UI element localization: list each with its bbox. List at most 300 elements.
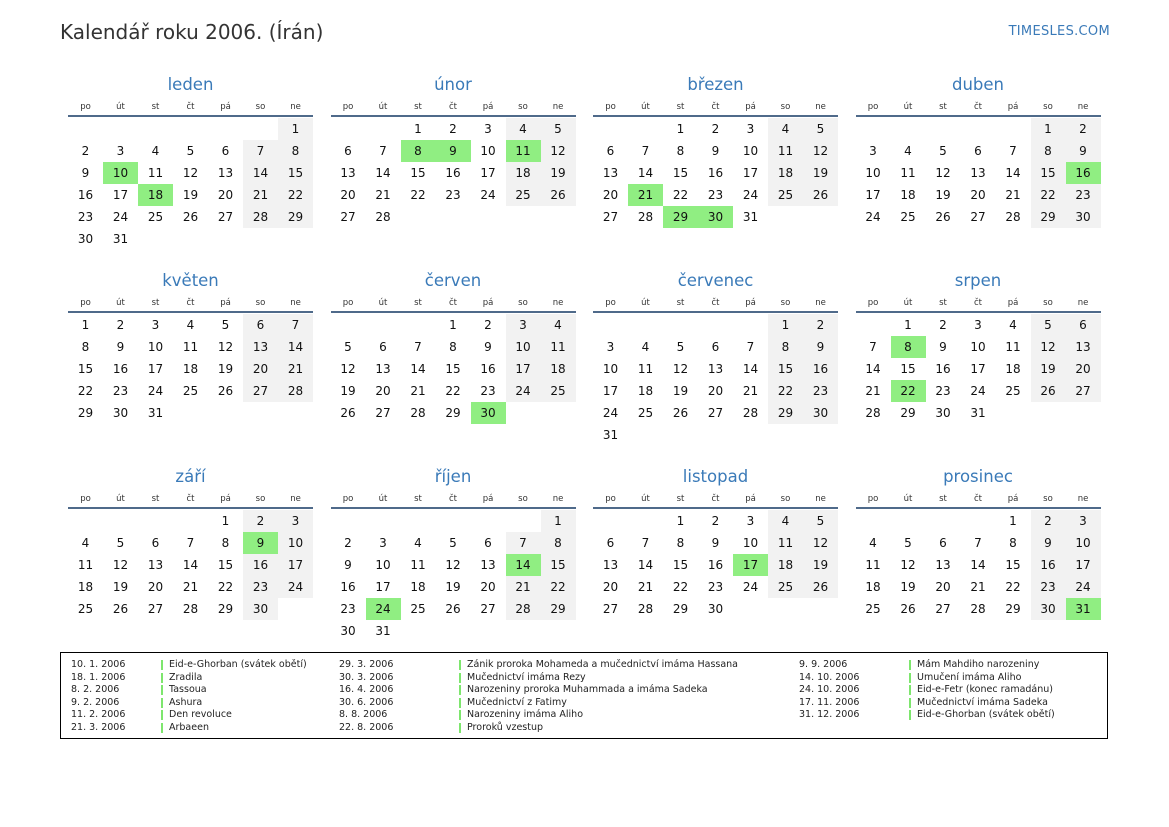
weekday-label: po bbox=[342, 494, 354, 504]
day-cell: 15 bbox=[278, 162, 313, 184]
weekday-label: pá bbox=[482, 102, 494, 112]
day-cell: 24 bbox=[147, 384, 164, 398]
weekday-label: so bbox=[255, 298, 266, 308]
day-cell: 29 bbox=[768, 402, 803, 424]
month-9 bbox=[331, 466, 576, 662]
day-cell: 14 bbox=[1005, 166, 1021, 180]
day-cell: 15 bbox=[900, 362, 916, 376]
day-cell: 22 bbox=[672, 188, 689, 202]
day-cell: 4 bbox=[506, 118, 541, 140]
weekday-label: so bbox=[255, 102, 266, 112]
day-cell: 17 bbox=[865, 188, 881, 202]
day-cell: 3 bbox=[974, 318, 982, 332]
weekday-label: út bbox=[378, 298, 388, 308]
legend-date: 17. 11. 2006 bbox=[799, 696, 860, 708]
day-cell: 12 bbox=[803, 532, 838, 554]
day-cell: 24 bbox=[480, 188, 496, 202]
day-cell: 3 bbox=[484, 122, 492, 136]
weekday-header bbox=[593, 97, 838, 117]
day-cell: 8 bbox=[81, 340, 90, 354]
month-2 bbox=[593, 74, 838, 270]
day-cell: 31 bbox=[970, 406, 986, 420]
day-cell: 2 bbox=[1066, 118, 1101, 140]
day-cell: 17 bbox=[375, 580, 391, 594]
day-cell: 26 bbox=[1031, 380, 1066, 402]
day-cell: 6 bbox=[221, 144, 230, 158]
day-cell: 9 bbox=[1066, 140, 1101, 162]
day-cell: 25 bbox=[182, 384, 199, 398]
day-cell: 21 bbox=[243, 184, 278, 206]
day-cell: 4 bbox=[151, 144, 160, 158]
day-cell: 17 bbox=[506, 358, 541, 380]
month-name: leden bbox=[167, 75, 214, 94]
day-cell: 25 bbox=[506, 184, 541, 206]
day-cell: 2 bbox=[81, 144, 90, 158]
day-cell: 22 bbox=[1031, 184, 1066, 206]
day-cell: 7 bbox=[1009, 144, 1017, 158]
day-cell: 21 bbox=[970, 580, 986, 594]
weekday-label: ne bbox=[552, 494, 564, 504]
day-cell: 23 bbox=[935, 384, 951, 398]
weekday-label: so bbox=[780, 102, 791, 112]
day-cell: 23 bbox=[1031, 576, 1066, 598]
day-cell: 6 bbox=[151, 536, 160, 550]
day-cell: 18 bbox=[77, 580, 94, 594]
day-cell: 28 bbox=[278, 380, 313, 402]
day-cell: 18 bbox=[182, 362, 199, 376]
day-cell: 11 bbox=[410, 558, 426, 572]
day-cell: 30 bbox=[1066, 206, 1101, 228]
empty-cell bbox=[401, 314, 436, 336]
day-cell: 24 bbox=[112, 210, 129, 224]
day-cell: 6 bbox=[606, 144, 615, 158]
day-cell: 3 bbox=[746, 514, 755, 528]
weekday-label: čt bbox=[186, 298, 195, 308]
day-cell: 28 bbox=[375, 210, 391, 224]
empty-cell bbox=[68, 118, 103, 140]
day-cell: 7 bbox=[869, 340, 877, 354]
weekday-label: út bbox=[903, 298, 913, 308]
day-cell: 22 bbox=[77, 384, 94, 398]
day-cell: 26 bbox=[217, 384, 234, 398]
day-cell: 5 bbox=[116, 536, 125, 550]
day-cell: 4 bbox=[541, 314, 576, 336]
day-grid bbox=[331, 118, 576, 228]
day-cell: 2 bbox=[803, 314, 838, 336]
day-cell: 13 bbox=[970, 166, 986, 180]
day-cell: 3 bbox=[151, 318, 160, 332]
day-cell: 1 bbox=[676, 514, 685, 528]
day-cell: 7 bbox=[746, 340, 755, 354]
weekday-header bbox=[331, 489, 576, 509]
day-cell: 27 bbox=[243, 380, 278, 402]
weekday-label: út bbox=[378, 102, 388, 112]
day-cell: 22 bbox=[278, 184, 313, 206]
day-cell: 1 bbox=[541, 510, 576, 532]
day-cell: 5 bbox=[904, 536, 912, 550]
legend-date: 21. 3. 2006 bbox=[71, 721, 126, 733]
weekday-label: út bbox=[116, 494, 125, 504]
day-cell: 20 bbox=[217, 188, 234, 202]
day-cell: 3 bbox=[746, 122, 755, 136]
weekday-label: út bbox=[641, 494, 650, 504]
month-name: březen bbox=[687, 75, 744, 94]
weekday-label: čt bbox=[711, 298, 720, 308]
day-cell: 12 bbox=[935, 166, 951, 180]
empty-cell bbox=[331, 118, 366, 140]
empty-cell bbox=[891, 118, 926, 140]
day-cell: 2 bbox=[243, 510, 278, 532]
day-cell: 15 bbox=[445, 362, 461, 376]
empty-cell bbox=[103, 510, 138, 532]
day-cell: 8 bbox=[676, 536, 685, 550]
day-cell: 16 bbox=[243, 554, 278, 576]
day-cell: 17 bbox=[1066, 554, 1101, 576]
day-cell: 10 bbox=[278, 532, 313, 554]
day-cell: 8 bbox=[1031, 140, 1066, 162]
day-cell: 6 bbox=[711, 340, 720, 354]
empty-cell bbox=[506, 510, 541, 532]
day-cell: 27 bbox=[147, 602, 164, 616]
day-cell: 17 bbox=[970, 362, 986, 376]
day-cell: 10 bbox=[1066, 532, 1101, 554]
day-cell: 29 bbox=[541, 598, 576, 620]
month-name: květen bbox=[162, 271, 219, 290]
weekday-label: st bbox=[151, 494, 160, 504]
month-name: červen bbox=[424, 271, 482, 290]
holiday-day-cell: 30 bbox=[698, 206, 733, 228]
day-cell: 15 bbox=[410, 166, 426, 180]
weekday-label: ne bbox=[552, 298, 564, 308]
day-cell: 26 bbox=[672, 406, 689, 420]
day-cell: 17 bbox=[480, 166, 496, 180]
day-cell: 5 bbox=[186, 144, 195, 158]
day-cell: 15 bbox=[541, 554, 576, 576]
day-cell: 22 bbox=[1005, 580, 1021, 594]
day-cell: 16 bbox=[445, 166, 461, 180]
weekday-label: ne bbox=[290, 494, 301, 504]
day-cell: 10 bbox=[147, 340, 164, 354]
weekday-label: ne bbox=[290, 298, 301, 308]
weekday-label: pá bbox=[745, 494, 756, 504]
empty-cell bbox=[138, 510, 173, 532]
weekday-label: st bbox=[414, 494, 422, 504]
day-cell: 25 bbox=[637, 406, 654, 420]
day-cell: 1 bbox=[1031, 118, 1066, 140]
day-cell: 7 bbox=[414, 340, 422, 354]
day-cell: 8 bbox=[449, 340, 457, 354]
day-cell: 23 bbox=[707, 188, 724, 202]
day-cell: 21 bbox=[1005, 188, 1021, 202]
day-cell: 10 bbox=[506, 336, 541, 358]
holiday-day-cell: 29 bbox=[663, 206, 698, 228]
empty-cell bbox=[436, 510, 471, 532]
day-cell: 11 bbox=[77, 558, 94, 572]
empty-cell bbox=[243, 118, 278, 140]
weekday-label: po bbox=[867, 102, 879, 112]
day-cell: 9 bbox=[939, 340, 947, 354]
day-cell: 23 bbox=[445, 188, 461, 202]
day-cell: 14 bbox=[375, 166, 391, 180]
day-cell: 19 bbox=[803, 162, 838, 184]
empty-cell bbox=[68, 510, 103, 532]
day-cell: 23 bbox=[707, 580, 724, 594]
day-cell: 6 bbox=[1066, 314, 1101, 336]
legend-date: 18. 1. 2006 bbox=[71, 671, 126, 683]
day-cell: 21 bbox=[278, 358, 313, 380]
legend-holiday-name: Narozeniny imáma Aliho bbox=[459, 710, 583, 720]
weekday-label: po bbox=[605, 494, 616, 504]
weekday-label: ne bbox=[290, 102, 301, 112]
day-cell: 12 bbox=[112, 558, 129, 572]
day-cell: 29 bbox=[1005, 602, 1021, 616]
day-cell: 14 bbox=[410, 362, 426, 376]
weekday-label: st bbox=[414, 298, 422, 308]
empty-cell bbox=[173, 510, 208, 532]
legend-holiday-name: Mám Mahdiho narozeniny bbox=[909, 660, 1039, 670]
day-cell: 12 bbox=[900, 558, 916, 572]
day-cell: 30 bbox=[77, 232, 94, 246]
weekday-label: st bbox=[676, 102, 685, 112]
day-cell: 7 bbox=[243, 140, 278, 162]
day-cell: 2 bbox=[449, 122, 457, 136]
day-cell: 21 bbox=[375, 188, 391, 202]
day-cell: 4 bbox=[641, 340, 650, 354]
day-cell: 7 bbox=[186, 536, 195, 550]
day-cell: 14 bbox=[278, 336, 313, 358]
day-cell: 2 bbox=[116, 318, 125, 332]
day-cell: 27 bbox=[340, 210, 356, 224]
day-cell: 8 bbox=[1009, 536, 1017, 550]
day-cell: 4 bbox=[414, 536, 422, 550]
day-cell: 16 bbox=[707, 558, 724, 572]
day-cell: 28 bbox=[243, 206, 278, 228]
day-cell: 24 bbox=[506, 380, 541, 402]
day-cell: 26 bbox=[182, 210, 199, 224]
day-cell: 1 bbox=[768, 314, 803, 336]
weekday-label: po bbox=[80, 298, 91, 308]
day-cell: 18 bbox=[900, 188, 916, 202]
day-cell: 18 bbox=[865, 580, 881, 594]
empty-cell bbox=[663, 314, 698, 336]
weekday-label: po bbox=[605, 102, 616, 112]
weekday-label: čt bbox=[448, 494, 457, 504]
day-cell: 13 bbox=[147, 558, 164, 572]
weekday-label: so bbox=[518, 298, 528, 308]
day-cell: 21 bbox=[742, 384, 759, 398]
month-name: listopad bbox=[682, 467, 749, 486]
weekday-label: pá bbox=[745, 102, 756, 112]
weekday-header bbox=[593, 293, 838, 313]
weekday-label: so bbox=[518, 494, 528, 504]
weekday-label: st bbox=[414, 102, 422, 112]
weekday-header bbox=[856, 293, 1101, 313]
day-cell: 13 bbox=[217, 166, 234, 180]
day-cell: 15 bbox=[1031, 162, 1066, 184]
day-cell: 13 bbox=[340, 166, 356, 180]
day-cell: 31 bbox=[742, 210, 759, 224]
day-cell: 17 bbox=[147, 362, 164, 376]
day-cell: 25 bbox=[410, 602, 426, 616]
day-cell: 5 bbox=[541, 118, 576, 140]
legend-holiday-name: Eid-e-Fetr (konec ramadánu) bbox=[909, 685, 1053, 695]
day-cell: 13 bbox=[935, 558, 951, 572]
day-cell: 10 bbox=[375, 558, 391, 572]
day-cell: 20 bbox=[243, 358, 278, 380]
day-cell: 2 bbox=[939, 318, 947, 332]
weekday-label: po bbox=[80, 494, 91, 504]
day-cell: 13 bbox=[707, 362, 724, 376]
day-cell: 15 bbox=[672, 558, 689, 572]
month-name: duben bbox=[951, 75, 1004, 94]
day-cell: 10 bbox=[742, 144, 759, 158]
weekday-label: st bbox=[676, 298, 685, 308]
month-name: říjen bbox=[434, 467, 472, 486]
day-cell: 3 bbox=[506, 314, 541, 336]
weekday-label: čt bbox=[186, 494, 195, 504]
day-cell: 14 bbox=[742, 362, 759, 376]
day-cell: 21 bbox=[410, 384, 426, 398]
day-cell: 18 bbox=[541, 358, 576, 380]
empty-cell bbox=[208, 118, 243, 140]
day-cell: 27 bbox=[602, 602, 619, 616]
day-cell: 19 bbox=[1031, 358, 1066, 380]
day-cell: 20 bbox=[935, 580, 951, 594]
day-cell: 8 bbox=[278, 140, 313, 162]
day-cell: 11 bbox=[768, 532, 803, 554]
day-cell: 11 bbox=[865, 558, 881, 572]
empty-cell bbox=[926, 118, 961, 140]
legend-holiday-name: Zánik proroka Mohameda a mučednictví imáma Hassana bbox=[459, 660, 738, 670]
legend-holiday-name: Ashura bbox=[161, 698, 202, 708]
weekday-label: po bbox=[342, 298, 354, 308]
empty-cell bbox=[961, 510, 996, 532]
weekday-label: po bbox=[867, 298, 879, 308]
day-cell: 2 bbox=[711, 514, 720, 528]
day-cell: 15 bbox=[77, 362, 94, 376]
day-grid bbox=[593, 510, 838, 620]
day-cell: 19 bbox=[900, 580, 916, 594]
weekday-label: ne bbox=[815, 298, 826, 308]
day-cell: 17 bbox=[278, 554, 313, 576]
day-cell: 16 bbox=[112, 362, 129, 376]
day-cell: 12 bbox=[217, 340, 234, 354]
day-cell: 7 bbox=[641, 144, 650, 158]
day-cell: 28 bbox=[637, 602, 654, 616]
day-cell: 28 bbox=[637, 210, 654, 224]
day-cell: 23 bbox=[112, 384, 129, 398]
day-cell: 12 bbox=[445, 558, 461, 572]
day-cell: 13 bbox=[243, 336, 278, 358]
day-cell: 26 bbox=[900, 602, 916, 616]
empty-cell bbox=[471, 510, 506, 532]
day-cell: 2 bbox=[1031, 510, 1066, 532]
empty-cell bbox=[366, 118, 401, 140]
day-cell: 14 bbox=[243, 162, 278, 184]
holiday-day-cell: 30 bbox=[471, 402, 506, 424]
day-cell: 4 bbox=[1009, 318, 1017, 332]
weekday-label: so bbox=[518, 102, 528, 112]
legend-date: 30. 6. 2006 bbox=[339, 696, 394, 708]
day-cell: 3 bbox=[1066, 510, 1101, 532]
day-cell: 20 bbox=[602, 188, 619, 202]
day-cell: 20 bbox=[602, 580, 619, 594]
empty-cell bbox=[961, 118, 996, 140]
day-cell: 22 bbox=[541, 576, 576, 598]
day-cell: 15 bbox=[1005, 558, 1021, 572]
day-cell: 22 bbox=[410, 188, 426, 202]
day-cell: 31 bbox=[112, 232, 129, 246]
day-cell: 7 bbox=[506, 532, 541, 554]
weekday-header bbox=[331, 293, 576, 313]
holiday-day-cell: 16 bbox=[1066, 162, 1101, 184]
legend-date: 9. 2. 2006 bbox=[71, 696, 120, 708]
day-cell: 1 bbox=[414, 122, 422, 136]
legend-holiday-name: Mučednictví imáma Rezy bbox=[459, 673, 586, 683]
day-cell: 21 bbox=[506, 576, 541, 598]
weekday-label: so bbox=[1043, 494, 1053, 504]
day-cell: 17 bbox=[112, 188, 129, 202]
weekday-label: so bbox=[1043, 102, 1053, 112]
day-cell: 26 bbox=[803, 576, 838, 598]
day-cell: 10 bbox=[865, 166, 881, 180]
day-cell: 5 bbox=[939, 144, 947, 158]
day-cell: 13 bbox=[1066, 336, 1101, 358]
day-cell: 27 bbox=[707, 406, 724, 420]
day-cell: 13 bbox=[602, 558, 619, 572]
empty-cell bbox=[138, 118, 173, 140]
day-cell: 11 bbox=[541, 336, 576, 358]
day-cell: 27 bbox=[217, 210, 234, 224]
brand-link[interactable]: TIMESLES.COM bbox=[1008, 24, 1110, 39]
empty-cell bbox=[628, 118, 663, 140]
weekday-label: pá bbox=[220, 494, 231, 504]
day-cell: 23 bbox=[480, 384, 496, 398]
day-cell: 16 bbox=[707, 166, 724, 180]
weekday-header bbox=[68, 489, 313, 509]
day-cell: 1 bbox=[278, 118, 313, 140]
weekday-label: čt bbox=[711, 494, 720, 504]
day-cell: 26 bbox=[445, 602, 461, 616]
day-cell: 1 bbox=[449, 318, 457, 332]
weekday-label: út bbox=[903, 494, 913, 504]
month-10 bbox=[593, 466, 838, 662]
weekday-label: so bbox=[780, 494, 791, 504]
day-cell: 7 bbox=[278, 314, 313, 336]
day-cell: 29 bbox=[900, 406, 916, 420]
day-cell: 7 bbox=[379, 144, 387, 158]
legend-holiday-name: Proroků vzestup bbox=[459, 723, 543, 733]
legend-date: 14. 10. 2006 bbox=[799, 671, 860, 683]
day-cell: 13 bbox=[480, 558, 496, 572]
holiday-day-cell: 17 bbox=[733, 554, 768, 576]
day-cell: 30 bbox=[340, 624, 356, 638]
day-cell: 14 bbox=[970, 558, 986, 572]
weekday-header bbox=[68, 97, 313, 117]
day-cell: 7 bbox=[641, 536, 650, 550]
weekday-label: čt bbox=[448, 102, 457, 112]
day-cell: 28 bbox=[506, 598, 541, 620]
holiday-day-cell: 31 bbox=[1066, 598, 1101, 620]
day-cell: 23 bbox=[243, 576, 278, 598]
empty-cell bbox=[628, 510, 663, 532]
day-cell: 30 bbox=[112, 406, 129, 420]
day-cell: 6 bbox=[974, 144, 982, 158]
day-cell: 19 bbox=[445, 580, 461, 594]
day-cell: 29 bbox=[217, 602, 234, 616]
weekday-label: čt bbox=[973, 494, 982, 504]
day-cell: 11 bbox=[637, 362, 654, 376]
